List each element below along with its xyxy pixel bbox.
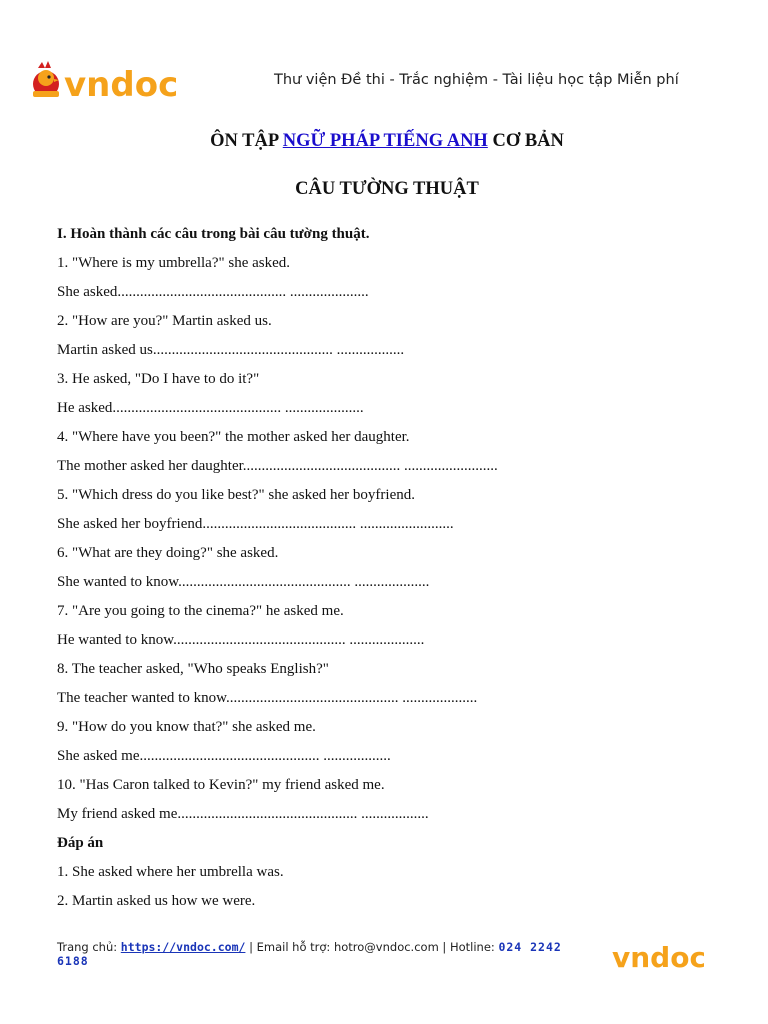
answer-blank: My friend asked me................................................ .................. bbox=[57, 806, 429, 822]
answer-blank: He wanted to know.............................................. .................... bbox=[57, 632, 425, 648]
vndoc-logo[interactable] bbox=[28, 58, 188, 104]
question: 1. "Where is my umbrella?" she asked. bbox=[57, 255, 291, 271]
footer-home-label: Trang chủ: bbox=[57, 940, 121, 954]
answer-blank: She wanted to know.............................................. .................... bbox=[57, 574, 430, 590]
rooster-mascot-icon bbox=[33, 61, 59, 97]
answer-blank: She asked her boyfriend......................................... ......................... bbox=[57, 516, 454, 532]
footer-hotline: 024 2242 6188 bbox=[57, 940, 562, 968]
page-subtitle: CÂU TƯỜNG THUẬT bbox=[295, 179, 479, 199]
answer-blank: She asked me................................................ .................. bbox=[57, 748, 391, 764]
question: 7. "Are you going to the cinema?" he asked me. bbox=[57, 603, 344, 619]
question: 3. He asked, "Do I have to do it?" bbox=[57, 371, 260, 387]
page-title bbox=[57, 131, 717, 152]
footer-support-text: | Email hỗ trợ: hotro@vndoc.com | Hotline: bbox=[245, 940, 499, 954]
question: 9. "How do you know that?" she asked me. bbox=[57, 719, 316, 735]
question: 5. "Which dress do you like best?" she asked her boyfriend. bbox=[57, 487, 415, 503]
page-footer bbox=[57, 940, 597, 968]
question: 4. "Where have you been?" the mother asked her daughter. bbox=[57, 429, 410, 445]
question: 8. The teacher asked, "Who speaks English?" bbox=[57, 661, 329, 677]
title-suffix: CƠ BẢN bbox=[487, 131, 564, 151]
section-heading: I. Hoàn thành các câu trong bài câu tường thuật. bbox=[57, 226, 370, 242]
answer-blank: She asked............................................. ..................... bbox=[57, 284, 369, 300]
answer-blank: The teacher wanted to know.............................................. .................... bbox=[57, 690, 478, 706]
answers-heading: Đáp án bbox=[57, 835, 104, 851]
title-prefix: ÔN TẬP bbox=[210, 131, 283, 151]
footer-logo-wordmark: vndoc bbox=[612, 941, 704, 972]
header-tagline: Thư viện Đề thi - Trắc nghiệm - Tài liệu học tập Miễn phí bbox=[274, 72, 679, 88]
footer-vndoc-logo[interactable] bbox=[612, 940, 704, 972]
logo-wordmark: vndoc bbox=[64, 65, 179, 104]
exercise-list bbox=[57, 224, 498, 920]
grammar-link[interactable]: NGỮ PHÁP TIẾNG ANH bbox=[282, 131, 488, 151]
answer-item: 2. Martin asked us how we were. bbox=[57, 893, 256, 909]
footer-home-link[interactable]: https://vndoc.com/ bbox=[120, 940, 246, 954]
answer-blank: Martin asked us................................................ .................. bbox=[57, 342, 405, 358]
question: 10. "Has Caron talked to Kevin?" my friend asked me. bbox=[57, 777, 385, 793]
answer-blank: He asked............................................. ..................... bbox=[57, 400, 364, 416]
question: 6. "What are they doing?" she asked. bbox=[57, 545, 279, 561]
answer-blank: The mother asked her daughter.......................................... ......................... bbox=[57, 458, 498, 474]
question: 2. "How are you?" Martin asked us. bbox=[57, 313, 272, 329]
answer-item: 1. She asked where her umbrella was. bbox=[57, 864, 284, 880]
